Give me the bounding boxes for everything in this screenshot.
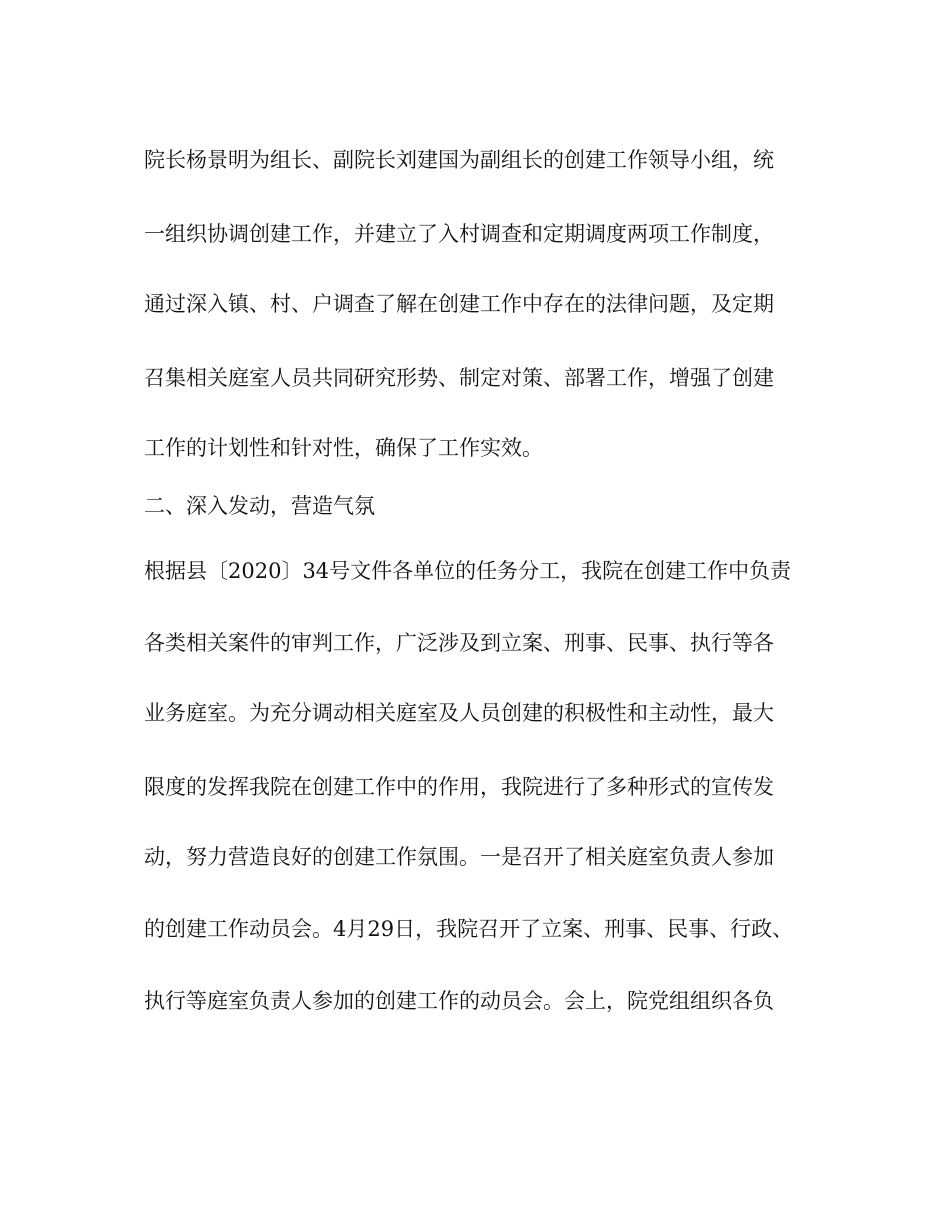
paragraph-1-line-3: 通过深入镇、村、户调查了解在创建工作中存在的法律问题，及定期 xyxy=(144,292,774,316)
paragraph-2-line-7: 执行等庭室负责人参加的创建工作的动员会。会上，院党组组织各负 xyxy=(144,989,774,1013)
paragraph-2-line-3: 业务庭室。为充分调动相关庭室及人员创建的积极性和主动性，最大 xyxy=(144,701,774,725)
paragraph-1-line-4: 召集相关庭室人员共同研究形势、制定对策、部署工作，增强了创建 xyxy=(144,366,774,390)
paragraph-1-line-1: 院长杨景明为组长、副院长刘建国为副组长的创建工作领导小组，统 xyxy=(144,148,774,172)
paragraph-2-line-4: 限度的发挥我院在创建工作中的作用，我院进行了多种形式的宣传发 xyxy=(144,775,774,799)
paragraph-2-line-6: 的创建工作动员会。4月29日，我院召开了立案、刑事、民事、行政、 xyxy=(144,917,794,941)
section-heading: 二、深入发动，营造气氛 xyxy=(144,494,375,518)
paragraph-2-line-5: 动，努力营造良好的创建工作氛围。一是召开了相关庭室负责人参加 xyxy=(144,845,774,869)
paragraph-2-line-2: 各类相关案件的审判工作，广泛涉及到立案、刑事、民事、执行等各 xyxy=(144,631,774,655)
paragraph-1-line-2: 一组织协调创建工作，并建立了入村调查和定期调度两项工作制度， xyxy=(144,222,774,246)
paragraph-2-line-1: 根据县〔2020〕34号文件各单位的任务分工，我院在创建工作中负责 xyxy=(144,559,792,583)
paragraph-1-line-5: 工作的计划性和针对性，确保了工作实效。 xyxy=(144,436,543,460)
